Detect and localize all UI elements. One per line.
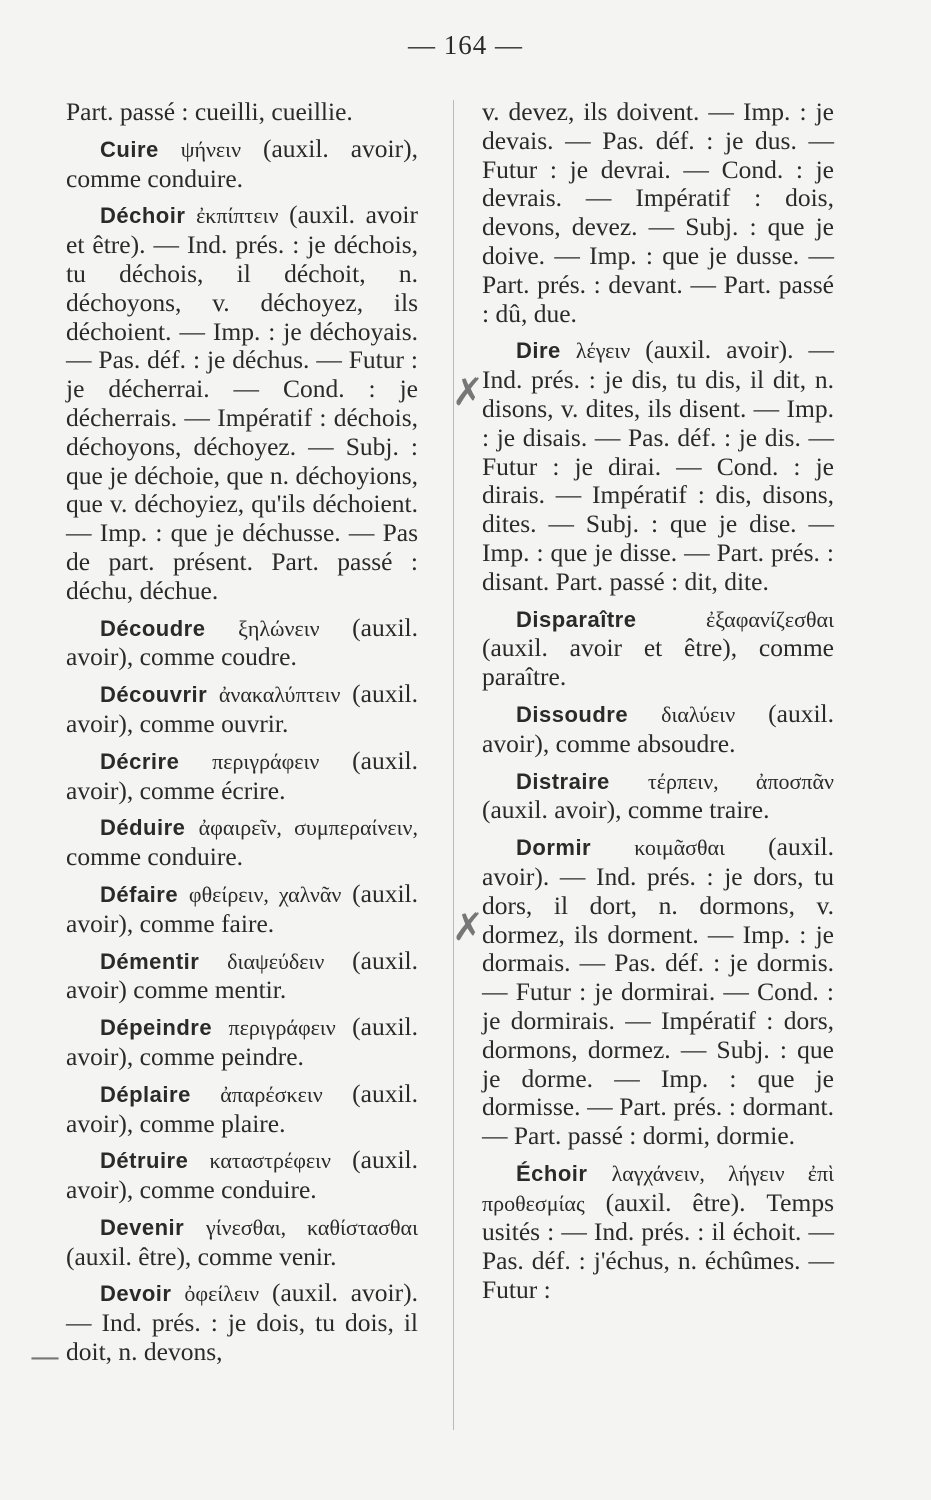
- greek-translation: ἀφαιρεῖν, συμπεραίνειν,: [198, 815, 419, 841]
- greek-translation: ἐκπίπτειν: [196, 203, 279, 229]
- entry-deduire: [66, 813, 418, 872]
- headword: Défaire: [100, 881, 179, 907]
- entry-disparaitre: [482, 605, 834, 692]
- greek-translation: ἀπαρέσκειν: [220, 1081, 323, 1107]
- entry-body: (auxil. avoir). — Ind. prés. : je dors, tu dors, il dort, n. dormons, v. dormez, ils dorment. — Imp. : je dormais. — Pas. déf. : je dormis. — Futur : je dormirai. — Cond. : je dormirais. — Impératif : dors, dormons, dormez. — Subj. : que je dorme. — Imp. : que je dormisse. — Part. prés. : dormant. — Part. passé : dormi, dormie.: [482, 832, 835, 1151]
- headword: Déplaire: [100, 1081, 191, 1107]
- headword: Distraire: [516, 768, 610, 794]
- entry-body: comme conduire.: [66, 842, 244, 872]
- handwritten-x-mark: ✗: [452, 370, 484, 414]
- left-column: [66, 98, 418, 1375]
- headword: Dire: [516, 338, 561, 364]
- headword: Dissoudre: [516, 701, 629, 727]
- entry-dormir: [482, 833, 834, 1151]
- entry-body: (auxil. avoir), comme conduire.: [66, 133, 419, 193]
- entry-body: (auxil. avoir et être). — Ind. prés. : je déchois, tu déchois, il déchoit, n. déchoyons, v. déchoyez, ils déchoient. — Imp. : je déchoyais. — Pas. déf. : je déchus. — Futur : je décherrai. — Cond. : je décherrais. — Impératif : déchois, déchoyons, déchoyez. — Subj. : que je déchoie, que n. déchoyions, que v. déchoyiez, qu'ils déchoient. — Imp. : que je déchusse. — Pas de part. présent. Part. passé : déchu, déchue.: [66, 200, 418, 605]
- entry-cuire: [66, 135, 418, 194]
- entry-distraire: [482, 767, 834, 826]
- entry-body: (auxil. avoir), comme absoudre.: [482, 698, 834, 758]
- entry-body: (auxil. avoir), comme faire.: [66, 878, 419, 938]
- continuation-text: v. devez, ils doivent. — Imp. : je devais. — Pas. déf. : je dus. — Futur : je devrai. — Cond. : je devrais. — Impératif : dois, devons, devez. — Subj. : que je doive. — Imp. : que je dusse. — Part. prés. : devant. — Part. passé : dû, due.: [482, 97, 834, 328]
- greek-translation: λαγχάνειν, λήγειν ἐπὶ προθεσμίας: [482, 1160, 835, 1216]
- headword: Dépeindre: [100, 1015, 213, 1041]
- handwritten-x-mark: ✗: [452, 905, 484, 949]
- page-number: — 164 —: [408, 30, 523, 60]
- headword: Échoir: [516, 1160, 588, 1186]
- greek-translation: περιγράφειν: [228, 1015, 336, 1041]
- greek-translation: κοιμᾶσθαι: [634, 835, 725, 861]
- headword: Démentir: [100, 948, 200, 974]
- headword: Disparaître: [516, 606, 637, 632]
- entry-body: (auxil. être), comme venir.: [66, 1241, 337, 1271]
- entry-body: (auxil. avoir), comme plaire.: [66, 1078, 418, 1138]
- greek-translation: ψήνειν: [180, 136, 242, 162]
- headword: Découvrir: [100, 682, 208, 708]
- headword: Devenir: [100, 1214, 185, 1240]
- greek-translation: διαψεύδειν: [227, 948, 325, 974]
- headword: Déchoir: [100, 203, 186, 229]
- entry-body: (auxil. avoir) comme mentir.: [66, 945, 418, 1005]
- entry-body: (auxil. être). Temps usités : — Ind. prés. : il échoit. — Pas. déf. : j'échus, n. échûmes. — Futur :: [482, 1187, 834, 1305]
- entry-dire: [482, 336, 834, 596]
- headword: Cuire: [100, 136, 159, 162]
- entry-body: (auxil. avoir), comme ouvrir.: [66, 679, 418, 738]
- greek-translation: ξηλώνειν: [238, 615, 320, 641]
- right-column: [482, 98, 834, 1313]
- entry-devenir: [66, 1213, 418, 1272]
- entry-body: (auxil. avoir), comme conduire.: [66, 1145, 419, 1205]
- greek-translation: ὀφείλειν: [184, 1281, 260, 1307]
- handwritten-dash-mark: —: [30, 1340, 60, 1375]
- entry-body: (auxil. avoir), comme écrire.: [66, 745, 419, 805]
- entry-dissoudre: [482, 700, 834, 759]
- entry-dementir: [66, 947, 418, 1006]
- entry-body: (auxil. avoir et être), comme paraître.: [482, 633, 834, 692]
- entry-devoir: [66, 1279, 418, 1366]
- headword: Décrire: [100, 748, 180, 774]
- entry-body: (auxil. avoir). — Ind. prés. : je dois, tu dois, il doit, n. devons,: [66, 1278, 419, 1367]
- entry-decoudre: [66, 614, 418, 673]
- entry-depeindre: [66, 1013, 418, 1072]
- entry-echoir: [482, 1159, 834, 1305]
- headword: Dormir: [516, 835, 592, 861]
- headword: Découdre: [100, 615, 206, 641]
- headword: Détruire: [100, 1148, 189, 1174]
- continuation-text: Part. passé : cueilli, cueillie.: [66, 97, 353, 126]
- entry-body: (auxil. avoir). — Ind. prés. : je dis, tu dis, il dit, n. disons, v. dites, ils disent. — Imp. : je disais. — Pas. déf. : je dis. — Futur : je dirai. — Cond. : je dirais. — Impératif : dis, disons, dites. — Subj. : que je dise. — Imp. : que je disse. — Part. prés. : disant. Part. passé : dit, dite.: [482, 335, 835, 596]
- entry-detruire: [66, 1146, 418, 1205]
- greek-translation: ἀνακαλύπτειν: [218, 682, 341, 708]
- greek-translation: καταστρέφειν: [209, 1148, 332, 1174]
- entry-defaire: [66, 880, 418, 939]
- greek-translation: φθείρειν, χαλνᾶν: [188, 881, 342, 907]
- entry-dechoir: [66, 201, 418, 605]
- greek-translation: γίνεσθαι, καθίστασθαι: [205, 1214, 418, 1240]
- headword: Déduire: [100, 815, 186, 841]
- entry-decouvrir: [66, 680, 418, 739]
- entry-body: (auxil. avoir), comme traire.: [482, 795, 770, 825]
- column-divider: [453, 100, 454, 1430]
- entry-body: (auxil. avoir), comme coudre.: [66, 612, 419, 672]
- greek-translation: λέγειν: [575, 338, 631, 364]
- headword: Devoir: [100, 1281, 172, 1307]
- greek-translation: ἐξαφανίζεσθαι: [705, 606, 834, 632]
- greek-translation: διαλύειν: [661, 701, 736, 727]
- entry-body: (auxil. avoir), comme peindre.: [66, 1012, 419, 1071]
- greek-translation: περιγράφειν: [212, 748, 320, 774]
- greek-translation: τέρπειν, ἀποσπᾶν: [647, 768, 834, 794]
- entry-decrire: [66, 747, 418, 806]
- entry-deplaire: [66, 1080, 418, 1139]
